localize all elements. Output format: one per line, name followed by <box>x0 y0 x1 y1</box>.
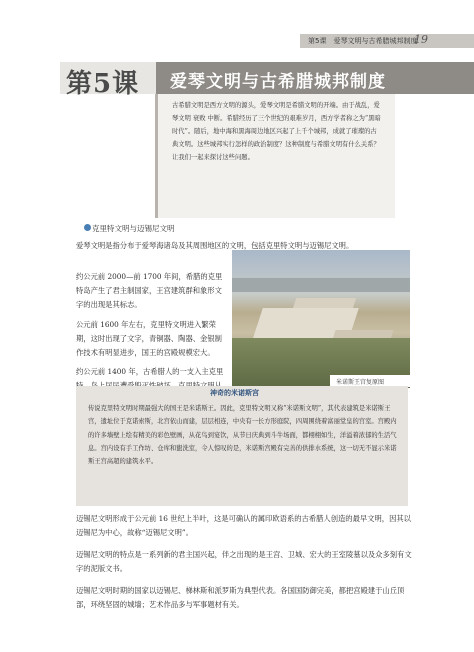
lesson-title: 爱琴文明与古希腊城邦制度 <box>170 72 386 92</box>
running-title: 第5课 爱琴文明与古希腊城邦制度 <box>308 37 418 45</box>
section-bullet-icon <box>84 224 91 231</box>
paragraph-3: 公元前 1600 年左右，克里特文明进入繁荣期，这时出现了文字，青铜器、陶器、金银制作技术有明显进步，国王的宫殿规模宏大。 <box>76 320 222 357</box>
feature-box-title: 神奇的米诺斯宫 <box>210 389 259 397</box>
section-heading: 克里特文明与迈锡尼文明 <box>92 224 175 233</box>
paragraph-1: 爱琴文明是指分布于爱琴海诸岛及其周围地区的文明，包括克里特文明与迈锡尼文明。 <box>76 241 354 250</box>
palace-reconstruction-image <box>232 250 410 388</box>
paragraph-7: 迈锡尼文明时期的国家以迈锡尼、梯林斯和派罗斯为典型代表。各国国防御完美，都把宫殿建于山丘顶部，环绕坚固的城墙；艺术作品多与军事题材有关。 <box>76 586 405 609</box>
paragraph-6: 迈锡尼文明的特点是一系列新的君主国兴起，伴之出现的是王宫、卫城、宏大的王室陵墓以及众多刻有文字的泥版文书。 <box>76 550 412 573</box>
paragraph-4: 约公元前 1400 年，古希腊人的一支入主克里 <box>76 367 224 376</box>
lesson-number: 第5课 <box>66 69 140 99</box>
mountain-band <box>232 278 410 292</box>
intro-text: 古希腊文明是西方文明的源头，爱琴文明是希腊文明的开端。由于战乱，爱琴文明 衰败 中断。希腊经历了三个世纪的艰难岁月，西方学者称之为“黑暗时代”。随后，地中海和黑海周边地区兴起了上千个城邦，成就了璀璨的古典文明。这些城邦实行怎样的政治制度？这种制度与希腊文明有什么关系？让我们一起来探讨这些问题。 <box>172 102 381 161</box>
paragraph-5: 迈锡尼文明形成于公元前 16 世纪上半叶，这是可确认的属印欧语系的古希腊人创造的最早文明，因其以迈锡尼为中心，故称“迈锡尼文明”。 <box>76 514 411 537</box>
page-number: 19 <box>414 33 428 46</box>
paragraph-2: 约公元前 2000—前 1700 年间，希腊的克里特岛产生了君主制国家，王宫建筑群和象形文字的出现是其标志。 <box>76 272 223 309</box>
figure-caption: 米诺斯王宫复原图 <box>336 379 385 386</box>
feature-box-text: 传说克里特文明时期最强大的国王是米诺斯王。因此，克里特文明又称“米诺斯文明”，其代表建筑是米诺斯王宫，遗址位于克诺索斯，北宫依山而建，层层相连，中央有一长方形庭院，四周围绕着富丽堂皇的宫室。宫殿内的许多墙壁上绘有精美的彩色壁画，从花鸟到宴饮，从节日庆典到斗牛场面，都栩栩如生，洋溢着浓郁的生活气息。宫内设有手工作坊、仓库和盥洗室，令人惊叹的是，米诺斯宫殿有完善的供排水系统，这一切无不显示米诺斯王宫高超的建筑水平。 <box>88 405 397 466</box>
